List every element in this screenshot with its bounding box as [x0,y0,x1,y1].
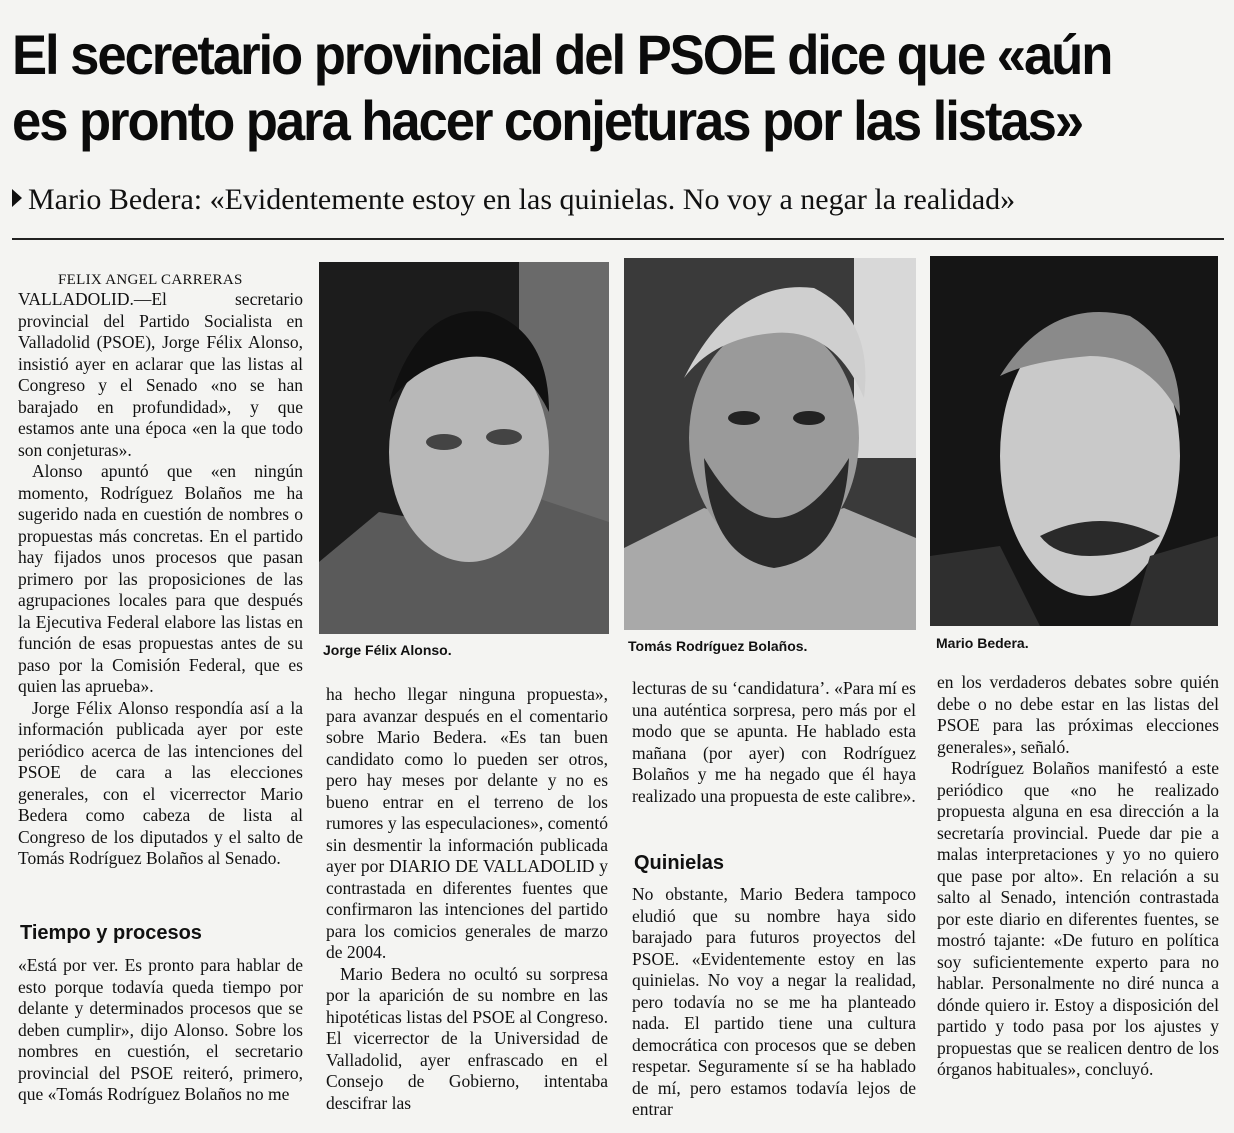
paragraph: lecturas de su ‘candidatura’. «Para mí es una auténtica sorpresa, pero más por el modo que se apunta. He hablado esta mañana (por ayer) con Rodríguez Bolaños y me ha negado que él haya realizado una propuesta de este calibre». [632,678,916,806]
subhead-quinielas: Quinielas [634,852,725,874]
column-3 [632,678,916,807]
triangle-bullet-icon [12,189,22,207]
paragraph: Mario Bedera no ocultó su sorpresa por la aparición de su nombre en las hipotéticas listas del PSOE al Congreso. El vicerrector de la Universidad de Valladolid, ayer enfrascado en el Consejo de Gobierno, intentaba descifrar las [326,963,608,1113]
paragraph: No obstante, Mario Bedera tampoco eludió que su nombre haya sido barajado para futuros proyectos del PSOE. «Evidentemente estoy en las quinielas. No voy a negar la realidad, pero todavía no se me ha planteado nada. El partido tiene una cultura democrática con procesos que se deben respetar. Seguramente sí se ha hablado de mí, pero estamos todavía lejos de entrar [632,884,916,1119]
photo-tomas-rodriguez-bolanos [624,258,916,630]
column-3b [632,884,916,1121]
subhead-tiempo: Tiempo y procesos [20,922,202,944]
caption-jorge-felix-alonso: Jorge Félix Alonso. [323,642,452,658]
paragraph: en los verdaderos debates sobre quién debe o no debe estar en las listas del PSOE para las próximas elecciones generales», señaló. [937,672,1219,757]
photo-jorge-felix-alonso [319,262,609,634]
deck-text: Mario Bedera: «Evidentemente estoy en las quinielas. No voy a negar la realidad» [28,183,1016,216]
photo-mario-bedera [930,256,1218,626]
divider-rule [12,238,1224,240]
paragraph: Rodríguez Bolaños manifestó a este periódico que «no he realizado propuesta alguna en esa dirección a la secretaría provincial. Puede dar pie a malas interpretaciones y yo no quiero que pase por alto». En relación a su salto al Senado, intención contrastada por este diario en diferentes fuentes, se mostró tajante: «De futuro en política soy suficientemente experto para no hablar. Personalmente no diré nunca a dónde quiero ir. Estoy a disposición del partido y todo pasa por los ajustes y propuestas que se realicen dentro de los órganos habituales», concluyó. [937,758,1219,1079]
byline: FELIX ANGEL CARRERAS [58,272,243,288]
paragraph: Alonso apuntó que «en ningún momento, Rodríguez Bolaños me ha sugerido nada en cuestión de nombres o propuestas más concretas. En el partido hay fijados unos procesos que pasan primero por las proposiciones de las agrupaciones locales para que después la Ejecutiva Federal elabore las listas en función de esas propuestas antes de su paso por la Comisión Federal, que es quien las aprueba». [18,461,303,696]
caption-tomas-rodriguez-bolanos: Tomás Rodríguez Bolaños. [628,638,808,654]
column-4 [937,672,1219,1081]
deck-subtitle [12,183,1112,217]
headline: El secretario provincial del PSOE dice que «aún es pronto para hacer conjeturas por las listas» [12,23,1112,152]
column-2 [326,684,608,1114]
paragraph: VALLADOLID.—El secretario provincial del Partido Socialista en Valladolid (PSOE), Jorge Félix Alonso, insistió ayer en aclarar que las listas al Congreso y el Senado «no se han barajado en profundidad», y que estamos ante una época «en la que todo son conjeturas». [18,289,303,460]
column-1b [18,955,303,1106]
paragraph: «Está por ver. Es pronto para hablar de esto porque todavía queda tiempo por delante y determinados procesos que se deben cumplir», dijo Alonso. Sobre los nombres en cuestión, el secretario provincial del PSOE reiteró, primero, que «Tomás Rodríguez Bolaños no me [18,955,303,1104]
column-1 [18,289,303,870]
caption-mario-bedera: Mario Bedera. [936,635,1029,651]
paragraph: ha hecho llegar ninguna propuesta», para avanzar después en el comentario sobre Mario Bedera. «Es tan buen candidato como lo pueden ser otros, pero hay meses por delante y no es bueno entrar en el terreno de los rumores y las especulaciones», comentó sin desmentir la información publicada ayer por DIARIO DE VALLADOLID y contrastada en diferentes fuentes que confirmaron las intenciones del partido para los comicios generales de marzo de 2004. [326,684,608,962]
paragraph: Jorge Félix Alonso respondía así a la información publicada ayer por este periódico acerca de las intenciones del PSOE de cara a las elecciones generales, con el vicerrector Mario Bedera como cabeza de lista al Congreso de los diputados y el salto de Tomás Rodríguez Bolaños al Senado. [18,697,303,868]
